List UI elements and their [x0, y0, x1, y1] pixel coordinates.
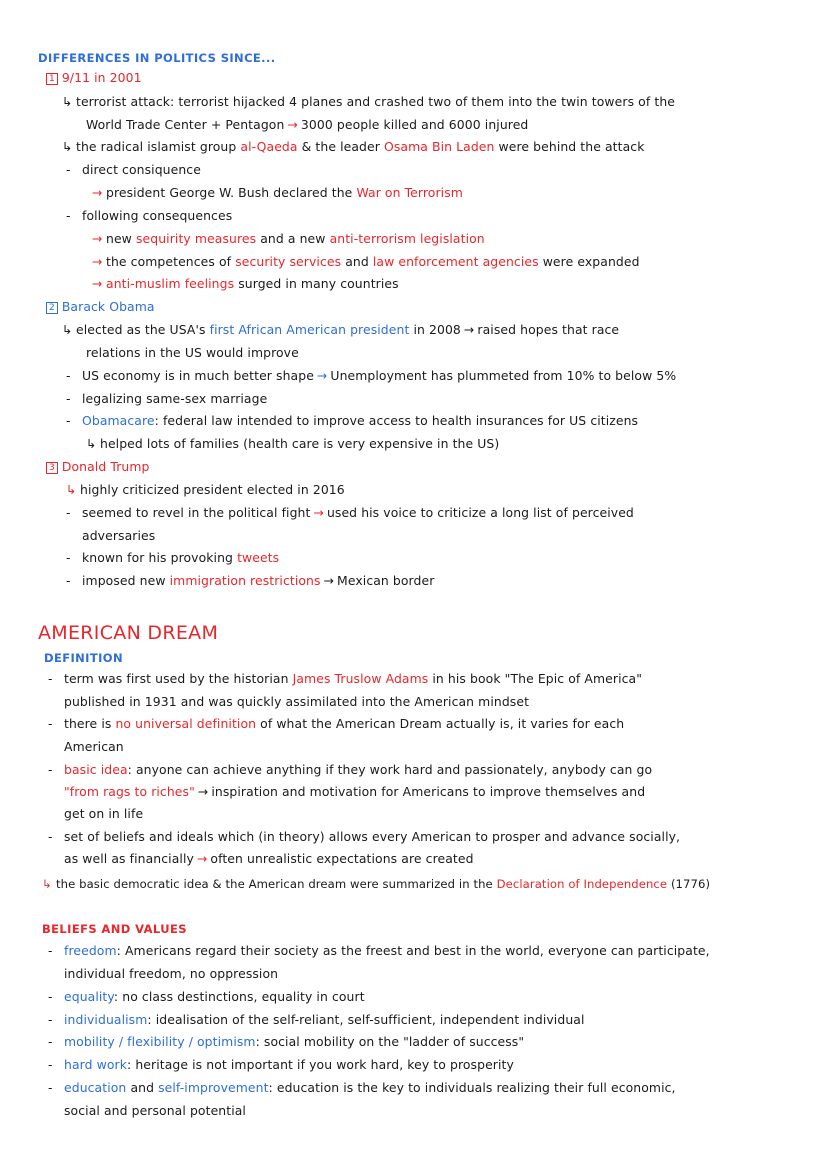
note-line: - there is no universal definition of what the American Dream actually is, it varies for each	[48, 716, 625, 731]
note-line: adversaries	[82, 528, 156, 543]
note-line: - direct consiquence	[66, 162, 201, 177]
dash-icon: -	[48, 1012, 53, 1027]
note-line: ↳ terrorist attack: terrorist hijacked 4 planes and crashed two of them into the twin towers of the	[62, 94, 675, 109]
arrow-icon: →	[287, 117, 298, 132]
dash-icon: -	[48, 1034, 53, 1049]
politics-heading: DIFFERENCES IN POLITICS SINCE...	[38, 51, 276, 65]
note-line: - freedom: Americans regard their society as the freest and best in the world, everyone can participate,	[48, 943, 710, 958]
dash-icon: -	[66, 162, 71, 177]
note-line: - education and self-improvement: education is the key to individuals realizing their full economic,	[48, 1080, 676, 1095]
arrow-icon: →	[196, 851, 208, 866]
arrow-icon: →	[197, 784, 209, 799]
arrow-icon: →	[323, 573, 335, 588]
note-line: "from rags to riches" → inspiration and motivation for Americans to improve themselves and	[64, 784, 646, 799]
note-line: - equality: no class destinctions, equality in court	[48, 989, 365, 1004]
note-line: → the competences of security services and law enforcement agencies were expanded	[92, 254, 640, 269]
note-line: → new sequirity measures and a new anti-terrorism legislation	[92, 231, 485, 246]
dash-icon: -	[66, 208, 71, 223]
arrow-icon: →	[92, 254, 103, 269]
note-line: - hard work: heritage is not important if you work hard, key to prosperity	[48, 1057, 514, 1072]
note-line: - known for his provoking tweets	[66, 550, 280, 565]
note-line: - set of beliefs and ideals which (in theory) allows every American to prosper and advance socially,	[48, 829, 681, 844]
hook-arrow-icon: ↳	[62, 322, 73, 337]
note-line: - mobility / flexibility / optimism: social mobility on the "ladder of success"	[48, 1034, 525, 1049]
arrow-icon: →	[92, 231, 103, 246]
note-line: ↳ highly criticized president elected in 2016	[66, 482, 345, 497]
dash-icon: -	[66, 391, 71, 406]
note-line: → president George W. Bush declared the War on Terrorism	[92, 185, 463, 200]
section-obama-title: 2 Barack Obama	[46, 299, 155, 315]
note-line: ↳ elected as the USA's first African American president in 2008 → raised hopes that race	[62, 322, 620, 337]
dash-icon: -	[48, 762, 53, 777]
arrow-icon: →	[463, 322, 475, 337]
american-dream-title: AMERICAN DREAM	[38, 622, 219, 644]
note-line: - legalizing same-sex marriage	[66, 391, 268, 406]
note-line: get on in life	[64, 806, 144, 821]
note-line: social and personal potential	[64, 1103, 246, 1118]
note-line: published in 1931 and was quickly assimilated into the American mindset	[64, 694, 530, 709]
definition-heading: DEFINITION	[44, 651, 123, 665]
dash-icon: -	[48, 671, 53, 686]
arrow-icon: →	[92, 185, 103, 200]
section-trump-title: 3 Donald Trump	[46, 459, 149, 475]
note-line: - individualism: idealisation of the self-reliant, self-sufficient, independent individual	[48, 1012, 585, 1027]
dash-icon: -	[48, 829, 53, 844]
arrow-icon: →	[313, 505, 324, 520]
number-box: 1	[46, 73, 58, 85]
hook-arrow-icon: ↳	[66, 482, 77, 497]
dash-icon: -	[48, 1057, 53, 1072]
dash-icon: -	[48, 1080, 53, 1095]
arrow-icon: →	[92, 276, 103, 291]
note-line: → anti-muslim feelings surged in many countries	[92, 276, 399, 291]
note-line: World Trade Center + Pentagon → 3000 people killed and 6000 injured	[86, 117, 529, 132]
note-line: - Obamacare: federal law intended to improve access to health insurances for US citizens	[66, 413, 639, 428]
note-line: - US economy is in much better shape → Unemployment has plummeted from 10% to below 5%	[66, 368, 677, 383]
hook-arrow-icon: ↳	[62, 139, 73, 154]
note-line: ↳ the radical islamist group al-Qaeda & the leader Osama Bin Laden were behind the attack	[62, 139, 645, 154]
note-line: - imposed new immigration restrictions → Mexican border	[66, 573, 435, 588]
arrow-icon: →	[316, 368, 328, 383]
dash-icon: -	[66, 550, 71, 565]
dash-icon: -	[48, 716, 53, 731]
note-line: - following consequences	[66, 208, 233, 223]
hook-arrow-icon: ↳	[86, 436, 97, 451]
beliefs-heading: BELIEFS AND VALUES	[42, 922, 187, 936]
note-line: - basic idea: anyone can achieve anything if they work hard and passionately, anybody can go	[48, 762, 653, 777]
note-line: - seemed to revel in the political fight → used his voice to criticize a long list of perceived	[66, 505, 634, 520]
hook-arrow-icon: ↳	[42, 877, 52, 891]
note-line: American	[64, 739, 124, 754]
dash-icon: -	[66, 368, 71, 383]
number-box: 3	[46, 462, 58, 474]
dash-icon: -	[48, 943, 53, 958]
dash-icon: -	[66, 505, 71, 520]
dash-icon: -	[66, 413, 71, 428]
dash-icon: -	[66, 573, 71, 588]
note-line: individual freedom, no oppression	[64, 966, 279, 981]
dash-icon: -	[48, 989, 53, 1004]
note-line: ↳ the basic democratic idea & the American dream were summarized in the Declaration of Independence (1776)	[42, 877, 711, 891]
number-box: 2	[46, 302, 58, 314]
note-line: relations in the US would improve	[86, 345, 299, 360]
note-line: ↳ helped lots of families (health care is very expensive in the US)	[86, 436, 500, 451]
section-911-title: 1 9/11 in 2001	[46, 70, 142, 86]
note-line: - term was first used by the historian James Truslow Adams in his book "The Epic of America"	[48, 671, 643, 686]
note-line: as well as financially → often unrealistic expectations are created	[64, 851, 474, 866]
hook-arrow-icon: ↳	[62, 94, 73, 109]
